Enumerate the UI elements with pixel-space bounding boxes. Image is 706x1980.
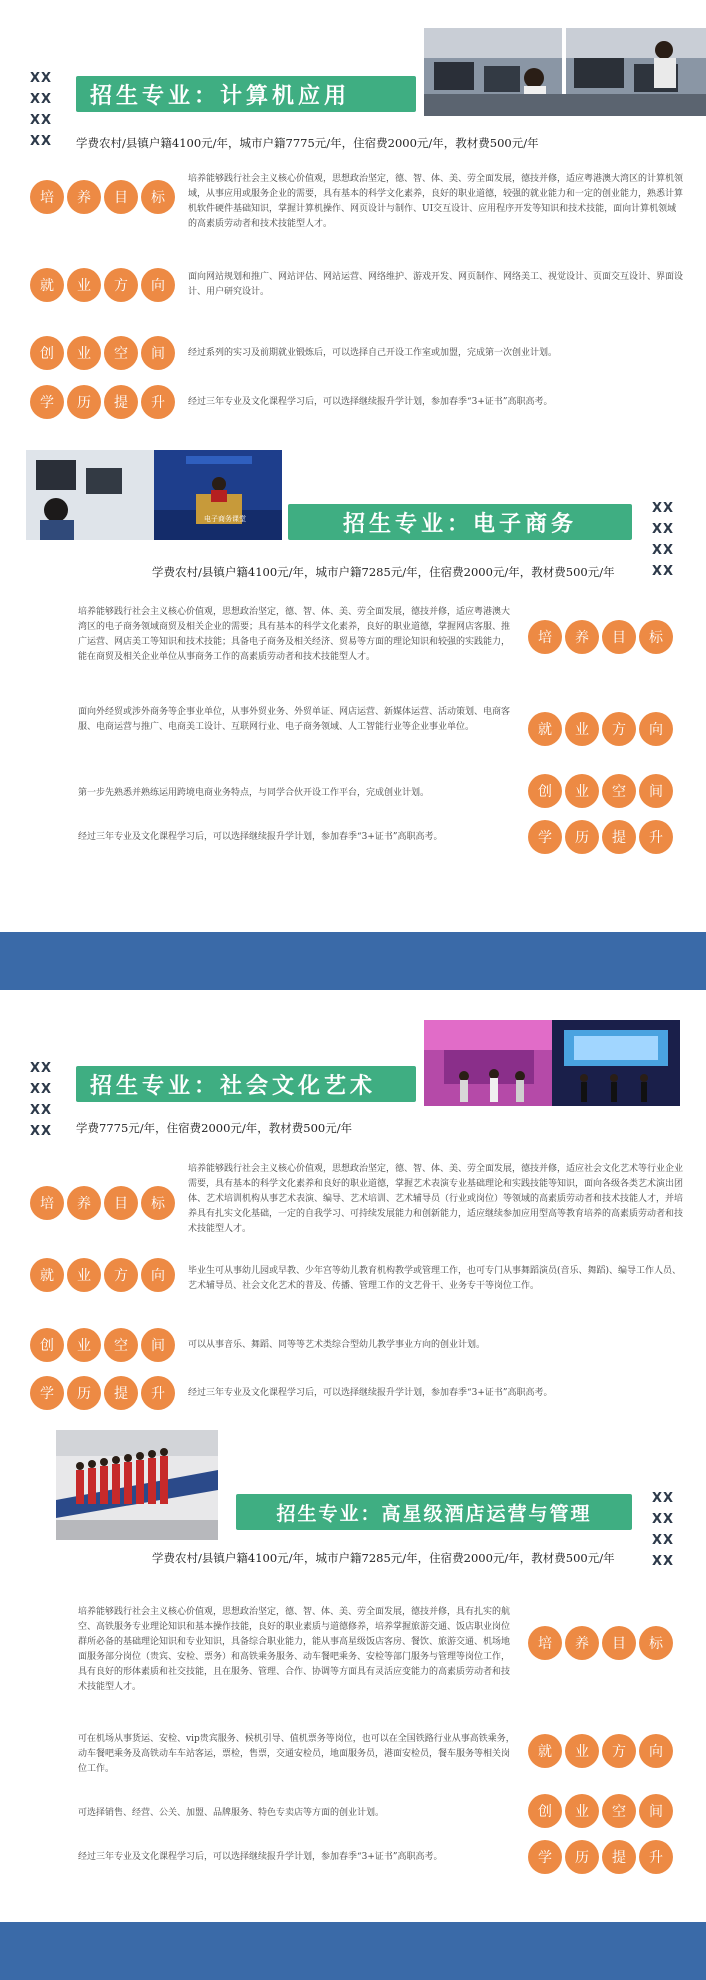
label-char: 创 xyxy=(30,336,64,370)
label-char: 空 xyxy=(602,1794,636,1828)
xx-mark: XX xyxy=(652,501,675,516)
section-hotel-management xyxy=(0,1430,706,1920)
tuition-fee-text: 学费农村/县镇户籍4100元/年，城市户籍7775元/年，住宿费2000元/年，教材费500元/年 xyxy=(76,136,539,150)
xx-mark: XX xyxy=(30,71,53,86)
label-char: 提 xyxy=(104,1376,138,1410)
xx-mark: XX xyxy=(30,1103,53,1118)
label-char: 间 xyxy=(639,1794,673,1828)
footer-band xyxy=(0,1922,706,1980)
label-startup-space xyxy=(30,336,175,370)
label-employment-direction xyxy=(528,712,673,746)
label-char: 间 xyxy=(639,774,673,808)
students-computer-lab-photo xyxy=(424,28,706,116)
xx-mark: XX xyxy=(652,1554,675,1569)
label-char: 业 xyxy=(67,1258,101,1292)
education-upgrade-text: 经过三年专业及文化课程学习后，可以选择继续报升学计划，参加春季“3+证书”高职高考。 xyxy=(188,1388,553,1398)
label-char: 升 xyxy=(141,1376,175,1410)
label-employment-direction xyxy=(30,268,175,302)
label-char: 学 xyxy=(30,385,64,419)
employment-direction-text: 面向网站规划和推广、网站评估、网站运营、网络维护、游戏开发、网页制作、网络美工、视觉设计、页面交互设计、界面设计、用户研究设计。 xyxy=(188,272,684,297)
label-char: 历 xyxy=(67,385,101,419)
label-char: 空 xyxy=(104,336,138,370)
label-education-upgrade xyxy=(528,820,673,854)
xx-mark: XX xyxy=(652,543,675,558)
section-title: 招生专业：计算机应用 xyxy=(90,83,351,109)
xx-mark: XX xyxy=(652,564,675,579)
label-char: 空 xyxy=(602,774,636,808)
tuition-fee-text: 学费农村/县镇户籍4100元/年，城市户籍7285元/年，住宿费2000元/年，教材费500元/年 xyxy=(152,565,615,579)
training-goal-text: 培养能够践行社会主义核心价值观，思想政治坚定，德、智、体、美、劳全面发展，德技并修，适应社会文化艺术等行业企业需要，具有基本的科学文化素养和良好的职业道德，掌握艺术表演专业基础理论和实践技能等知识，面向各级各类艺术演出团体、艺术培训机构从事艺术表演、编导、艺术培训、艺术辅导员（行业或岗位）等领域的高素质劳动者和技术技能人才，并培养具有扎实文化基础，一定的自我学习、可持续发展能力和创新能力，适应继续参加应用型高等教育培养的高素质劳动者和技术技能型人才。 xyxy=(188,1164,684,1234)
label-char: 学 xyxy=(528,820,562,854)
divider-band xyxy=(0,932,706,990)
employment-direction-text: 毕业生可从事幼儿园或早教、少年宫等幼儿教育机构教学或管理工作，也可专门从事舞蹈演员(音乐、舞蹈)、编导工作人员、艺术辅导员、社会文化艺术的普及、传播、管理工作的文艺骨干、业务专干等岗位工作。 xyxy=(188,1266,682,1291)
section-title: 招生专业：电子商务 xyxy=(342,511,577,537)
classroom-photo xyxy=(26,450,282,540)
xx-mark: XX xyxy=(30,113,53,128)
label-char: 业 xyxy=(67,268,101,302)
xx-mark: XX xyxy=(30,134,53,149)
label-char: 就 xyxy=(528,1734,562,1768)
training-goal-text: 培养能够践行社会主义核心价值观，思想政治坚定，德、智、体、美、劳全面发展，德技并修，适应粤港澳大湾区的计算机领域，从事应用或服务企业的需要，具有基本的科学文化素养，良好的职业道德，较强的就业能力和一定的创业能力，熟悉计算机软件硬件基础知识，掌握计算机操作、网页设计与制作、UI交互设计、应用程序开发等知识和技术技能，面向计算机领域的高素质劳动者和技术技能型人才。 xyxy=(188,174,684,229)
photo-caption: 电子商务课堂 xyxy=(204,515,246,523)
decor-xx-marks xyxy=(652,1492,674,1569)
label-char: 间 xyxy=(141,1328,175,1362)
tuition-fee-text: 学费7775元/年，住宿费2000元/年，教材费500元/年 xyxy=(76,1121,353,1135)
label-char: 就 xyxy=(30,268,64,302)
xx-mark: XX xyxy=(30,92,53,107)
xx-mark: XX xyxy=(652,522,675,537)
label-char: 标 xyxy=(141,1186,175,1220)
employment-direction-text: 面向外经贸或涉外商务等企事业单位，从事外贸业务、外贸单证、网店运营、新媒体运营、活动策划、电商客服、电商运营与推广、电商美工设计、互联网行业、电子商务领域、人工智能行业等企业事业单位。 xyxy=(78,707,511,732)
section-title-bar xyxy=(288,504,632,540)
label-char: 升 xyxy=(141,385,175,419)
tuition-fee-text: 学费农村/县镇户籍4100元/年，城市户籍7285元/年，住宿费2000元/年，教材费500元/年 xyxy=(152,1551,615,1565)
education-upgrade-text: 经过三年专业及文化课程学习后，可以选择继续报升学计划，参加春季“3+证书”高职高考。 xyxy=(188,397,553,407)
label-char: 提 xyxy=(602,1840,636,1874)
section-e-commerce xyxy=(0,440,706,930)
label-char: 业 xyxy=(565,1794,599,1828)
label-char: 业 xyxy=(565,712,599,746)
startup-space-text: 可以从事音乐、舞蹈、同等等艺术类综合型幼儿教学事业方向的创业计划。 xyxy=(188,1340,486,1350)
label-char: 创 xyxy=(528,774,562,808)
startup-space-text: 经过系列的实习及前期就业锻炼后，可以选择自己开设工作室或加盟，完成第一次创业计划。 xyxy=(188,348,558,358)
education-upgrade-text: 经过三年专业及文化课程学习后，可以选择继续报升学计划，参加春季“3+证书”高职高考。 xyxy=(78,1852,443,1862)
label-education-upgrade xyxy=(30,1376,175,1410)
label-char: 就 xyxy=(528,712,562,746)
label-char: 方 xyxy=(104,1258,138,1292)
label-char: 向 xyxy=(141,268,175,302)
label-char: 方 xyxy=(104,268,138,302)
hotel-staff-photo xyxy=(56,1430,218,1540)
label-char: 标 xyxy=(639,620,673,654)
label-char: 学 xyxy=(528,1840,562,1874)
xx-mark: XX xyxy=(652,1533,675,1548)
label-char: 养 xyxy=(67,180,101,214)
xx-mark: XX xyxy=(652,1512,675,1527)
label-char: 就 xyxy=(30,1258,64,1292)
section-title-bar xyxy=(76,1066,416,1102)
photo-illustration xyxy=(56,1430,218,1540)
label-char: 空 xyxy=(104,1328,138,1362)
label-char: 创 xyxy=(528,1794,562,1828)
label-char: 方 xyxy=(602,1734,636,1768)
label-char: 升 xyxy=(639,1840,673,1874)
xx-mark: XX xyxy=(30,1124,53,1139)
label-char: 培 xyxy=(30,180,64,214)
label-char: 向 xyxy=(639,1734,673,1768)
stage-performance-photo xyxy=(424,1020,680,1106)
label-training-goal xyxy=(528,1626,673,1660)
label-char: 培 xyxy=(528,1626,562,1660)
section-title-bar xyxy=(236,1494,632,1530)
label-char: 目 xyxy=(602,620,636,654)
section-title: 招生专业：高星级酒店运营与管理 xyxy=(276,1502,592,1525)
education-upgrade-text: 经过三年专业及文化课程学习后，可以选择继续报升学计划，参加春季“3+证书”高职高考。 xyxy=(78,832,443,842)
startup-space-text: 可选择销售、经营、公关、加盟、品牌服务、特色专卖店等方面的创业计划。 xyxy=(78,1808,385,1818)
label-char: 标 xyxy=(639,1626,673,1660)
startup-space-text: 第一步先熟悉并熟练运用跨境电商业务特点，与同学合伙开设工作平台，完成创业计划。 xyxy=(78,788,430,798)
label-char: 培 xyxy=(30,1186,64,1220)
label-char: 提 xyxy=(104,385,138,419)
label-char: 养 xyxy=(565,620,599,654)
label-char: 历 xyxy=(565,820,599,854)
label-char: 养 xyxy=(67,1186,101,1220)
label-startup-space xyxy=(528,774,673,808)
decor-xx-marks xyxy=(652,502,674,579)
label-char: 创 xyxy=(30,1328,64,1362)
section-social-culture-art xyxy=(0,990,706,1430)
label-employment-direction xyxy=(30,1258,175,1292)
label-education-upgrade xyxy=(528,1840,673,1874)
photo-illustration xyxy=(424,28,706,116)
label-char: 向 xyxy=(639,712,673,746)
label-startup-space xyxy=(528,1794,673,1828)
label-char: 业 xyxy=(67,336,101,370)
decor-xx-marks xyxy=(30,72,52,149)
label-char: 目 xyxy=(602,1626,636,1660)
label-training-goal xyxy=(30,180,175,214)
xx-mark: XX xyxy=(30,1082,53,1097)
label-char: 目 xyxy=(104,1186,138,1220)
label-char: 历 xyxy=(67,1376,101,1410)
label-char: 历 xyxy=(565,1840,599,1874)
label-char: 业 xyxy=(67,1328,101,1362)
xx-mark: XX xyxy=(30,1061,53,1076)
training-goal-text: 培养能够践行社会主义核心价值观，思想政治坚定，德、智、体、美、劳全面发展，德技并修，具有扎实的航空、高铁服务专业理论知识和基本操作技能，良好的职业素质与道德修养，培养掌握旅游交通、饭店职业岗位群所必备的基础理论知识和专业知识，具备综合职业能力，能从事高星级饭店客房、餐饮、旅游交通、机场地面服务部分岗位（贵宾、安检、票务）和高铁乘务服务、动车餐吧乘务、安检等部门服务与管理等岗位工作，具有良好的形体素质和社交技能，且在服务、管理、合作、协调等方面具有灵活应变能力的高素质劳动者和技术技能型人才。 xyxy=(78,1607,511,1692)
section-computer-application xyxy=(0,0,706,440)
label-char: 升 xyxy=(639,820,673,854)
xx-mark: XX xyxy=(652,1491,675,1506)
label-char: 标 xyxy=(141,180,175,214)
label-char: 向 xyxy=(141,1258,175,1292)
section-title-bar xyxy=(76,76,416,112)
label-char: 培 xyxy=(528,620,562,654)
label-char: 学 xyxy=(30,1376,64,1410)
label-training-goal xyxy=(528,620,673,654)
employment-direction-text: 可在机场从事货运、安检、vip贵宾服务、候机引导、值机票务等岗位，也可以在全国铁路行业从事高铁乘务，动车餐吧乘务及高铁动车车站客运，票检，售票，交通安检员，地面服务员，港面安检员，餐车服务等相关岗位工作。 xyxy=(78,1734,515,1774)
label-startup-space xyxy=(30,1328,175,1362)
label-employment-direction xyxy=(528,1734,673,1768)
section-title: 招生专业：社会文化艺术 xyxy=(90,1073,377,1099)
label-char: 间 xyxy=(141,336,175,370)
label-char: 业 xyxy=(565,1734,599,1768)
label-training-goal xyxy=(30,1186,175,1220)
training-goal-text: 培养能够践行社会主义核心价值观，思想政治坚定，德、智、体、美、劳全面发展，德技并修，适应粤港澳大湾区的电子商务领域商贸及相关企业的需要；具有基本的科学文化素养，良好的职业道德，掌握网店客服、推广运营、网店美工等知识和技术技能；具备电子商务及相关经济、贸易等方面的理论知识和较强的实践能力，能在商贸及相关企业单位从事商务工作的高素质劳动者和技术技能型人才。 xyxy=(78,607,511,662)
label-char: 业 xyxy=(565,774,599,808)
label-char: 提 xyxy=(602,820,636,854)
label-char: 方 xyxy=(602,712,636,746)
label-char: 养 xyxy=(565,1626,599,1660)
photo-illustration xyxy=(26,450,282,540)
label-education-upgrade xyxy=(30,385,175,419)
decor-xx-marks xyxy=(30,1062,52,1139)
label-char: 目 xyxy=(104,180,138,214)
photo-illustration xyxy=(424,1020,680,1106)
